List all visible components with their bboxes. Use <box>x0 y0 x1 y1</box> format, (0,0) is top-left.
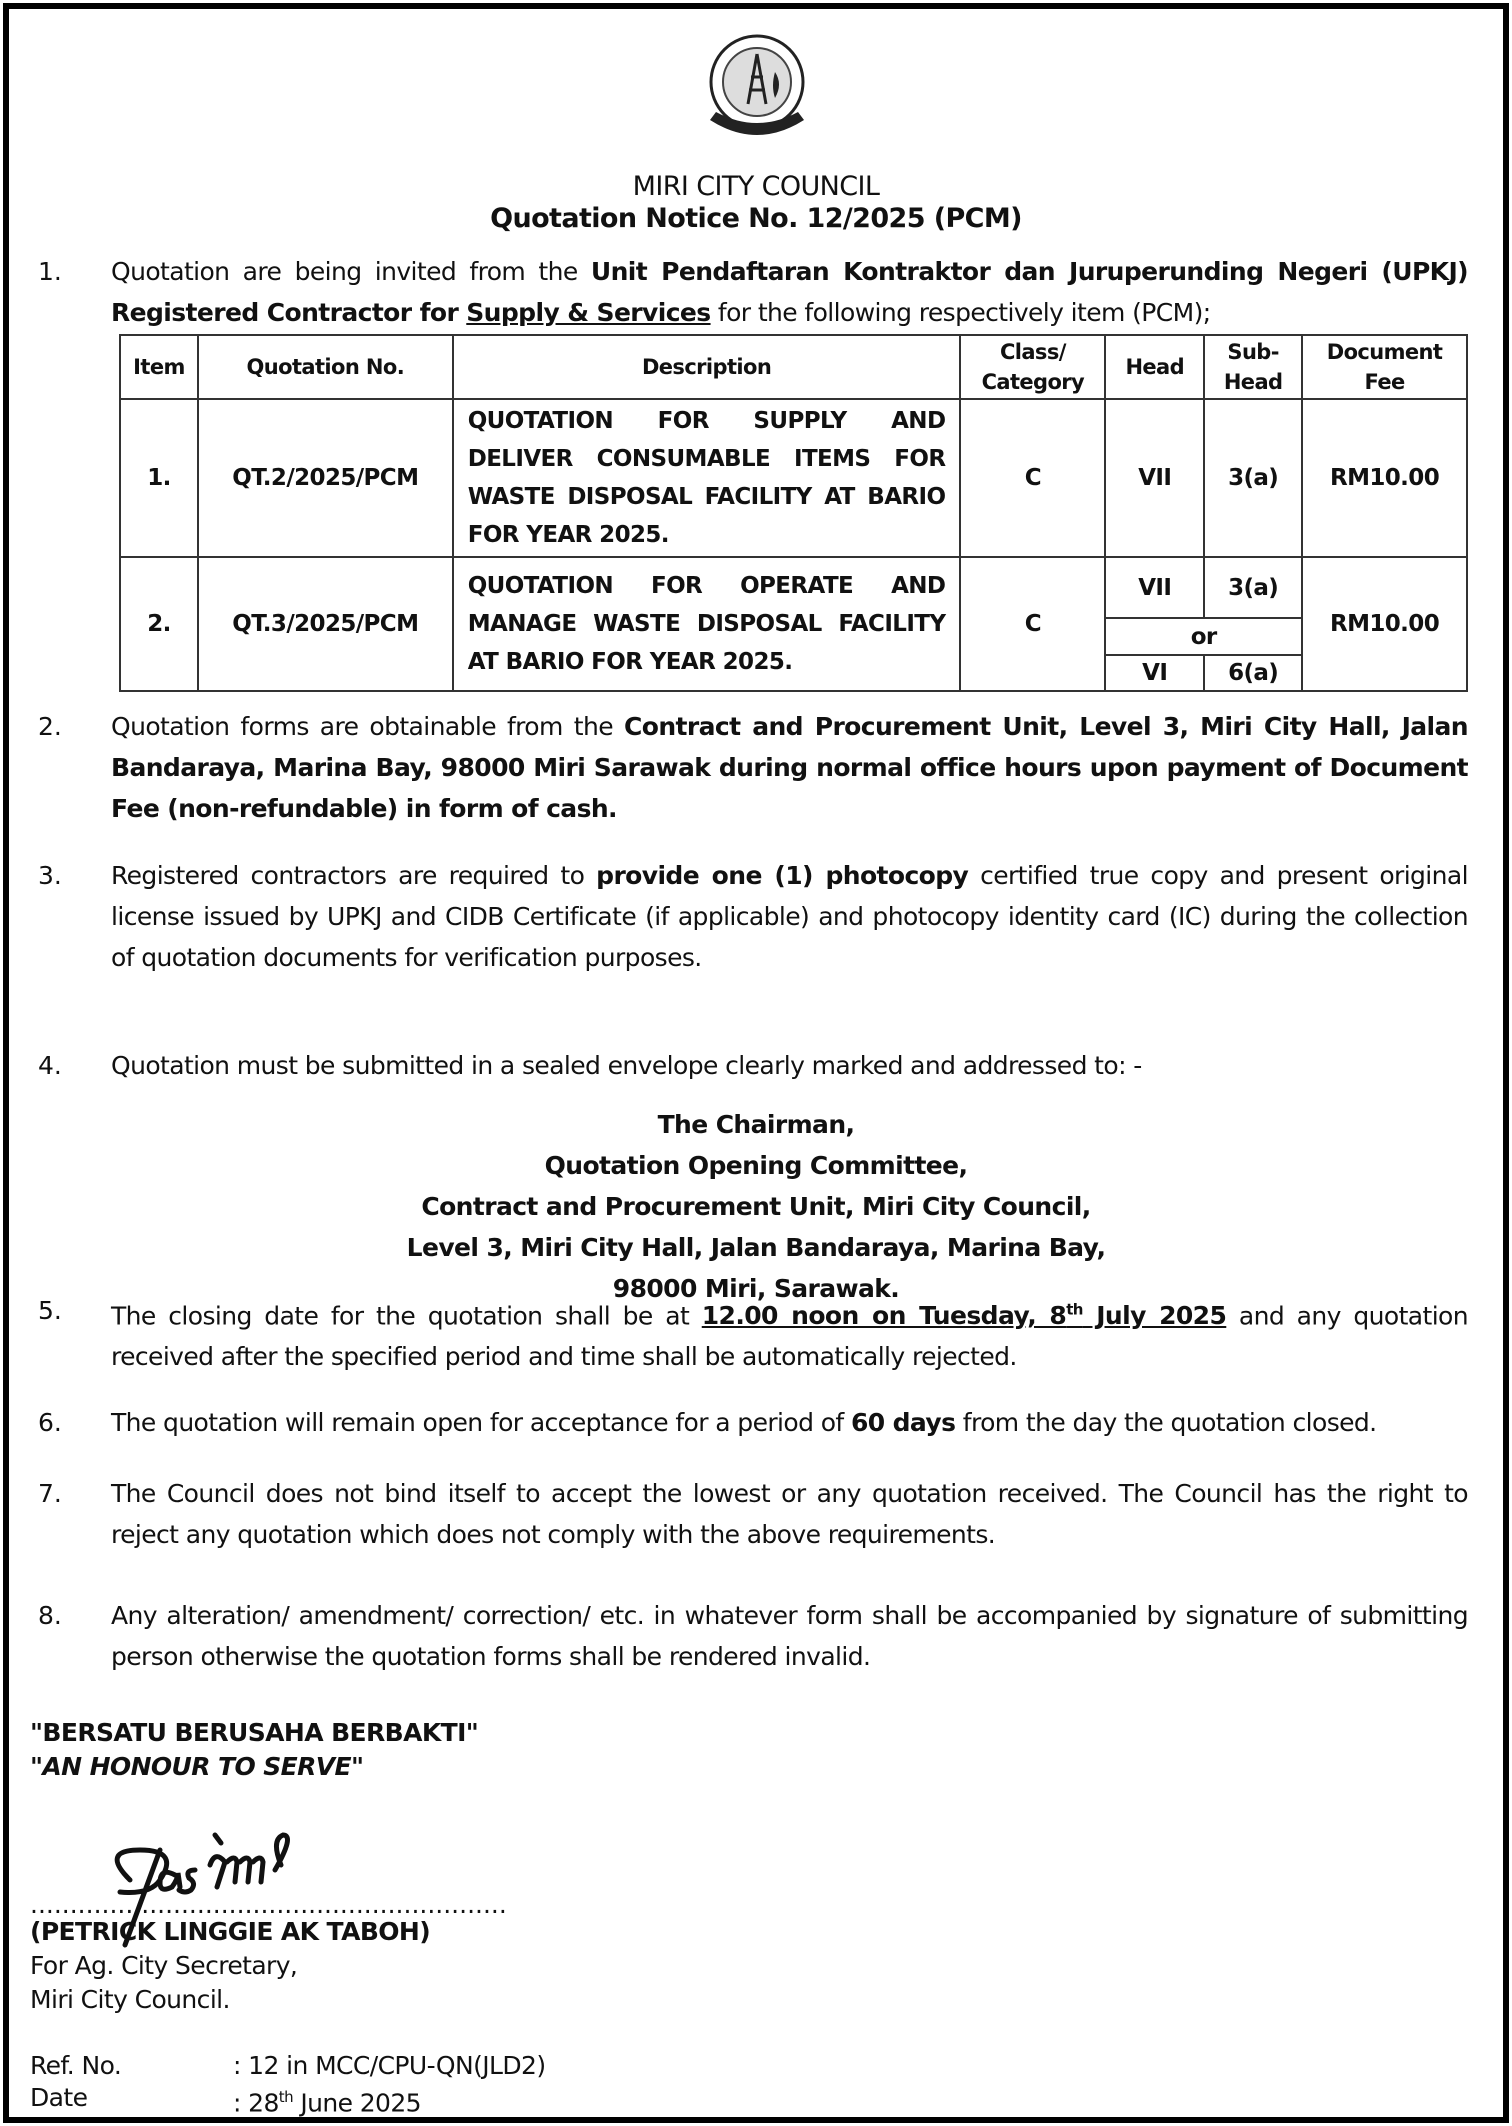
text: for the following respectively item (PCM); <box>710 298 1211 327</box>
council-logo <box>690 32 824 144</box>
paragraph-1 <box>111 251 1468 333</box>
cell-head-alt: VI <box>1105 655 1204 691</box>
address-line: The Chairman, <box>657 1110 855 1139</box>
cell-fee: RM10.00 <box>1302 557 1467 691</box>
cell-quotation-no: QT.2/2025/PCM <box>198 399 453 557</box>
col-fee: Document Fee <box>1302 335 1467 399</box>
cell-or: or <box>1105 618 1302 655</box>
quotation-table <box>119 334 1468 692</box>
notice-title: Quotation Notice No. 12/2025 (PCM) <box>490 203 1022 234</box>
cell-description: QUOTATION FOR OPERATE AND MANAGE WASTE DISPOSAL FACILITY AT BARIO FOR YEAR 2025. <box>453 557 961 691</box>
paragraph-6: The quotation will remain open for acceptance for a period of 60 days from the day the quotation closed. <box>111 1408 1377 1437</box>
col-description: Description <box>453 335 961 399</box>
text-bold: Unit Pendaftaran Kontraktor dan Juruperunding Negeri (UPKJ) Registered Contractor for <box>111 257 1468 327</box>
ref-label: Ref. No. <box>30 2051 122 2080</box>
address-block <box>0 1104 1512 1309</box>
signature-line: ............................................................ <box>30 1890 507 1919</box>
paragraph-7: The Council does not bind itself to accept the lowest or any quotation received. The Council has the right to reject any quotation which does not comply with the above requirements. <box>111 1479 1468 1549</box>
para-number: 7. <box>38 1479 62 1508</box>
cell-fee: RM10.00 <box>1302 399 1467 557</box>
motto-english: "AN HONOUR TO SERVE" <box>30 1752 364 1781</box>
signatory-org: Miri City Council. <box>30 1985 230 2014</box>
signatory-role: For Ag. City Secretary, <box>30 1951 298 1980</box>
org-name: MIRI CITY COUNCIL <box>632 171 880 202</box>
cell-item: 1. <box>120 399 198 557</box>
para-number: 4. <box>38 1051 62 1080</box>
para-number: 6. <box>38 1408 62 1437</box>
text: Quotation are being invited from the <box>111 257 591 286</box>
para-number: 2. <box>38 712 62 741</box>
para-number: 5. <box>38 1296 62 1325</box>
address-line: 98000 Miri, Sarawak. <box>612 1274 900 1303</box>
table-header-row <box>120 335 1467 399</box>
cell-subhead-alt: 6(a) <box>1204 655 1302 691</box>
col-item: Item <box>120 335 198 399</box>
col-subhead: Sub- Head <box>1204 335 1302 399</box>
table-row <box>120 557 1467 618</box>
cell-quotation-no: QT.3/2025/PCM <box>198 557 453 691</box>
para-number: 3. <box>38 861 62 890</box>
col-quotation-no: Quotation No. <box>198 335 453 399</box>
col-class: Class/ Category <box>960 335 1105 399</box>
cell-class: C <box>960 399 1105 557</box>
paragraph-2: Quotation forms are obtainable from the Contract and Procurement Unit, Level 3, Miri City Hall, Jalan Bandaraya, Marina Bay, 98000 Miri Sarawak during normal office hours upon payment of Document Fee (non-refundable) in form of cash. <box>111 712 1468 823</box>
table-row <box>120 399 1467 557</box>
paragraph-5: The closing date for the quotation shall be at 12.00 noon on Tuesday, 8th July 2025 and any quotation received after the specified period and time shall be automatically rejected. <box>111 1301 1468 1372</box>
text-bold-underline: Supply & Services <box>466 298 711 327</box>
col-head: Head <box>1105 335 1204 399</box>
paragraph-4: Quotation must be submitted in a sealed envelope clearly marked and addressed to: - <box>111 1051 1142 1080</box>
cell-subhead: 3(a) <box>1204 399 1302 557</box>
ref-value: : 12 in MCC/CPU-QN(JLD2) <box>233 2051 546 2080</box>
address-line: Contract and Procurement Unit, Miri City Council, <box>421 1192 1091 1221</box>
paragraph-3: Registered contractors are required to provide one (1) photocopy certified true copy and present original license issued by UPKJ and CIDB Certificate (if applicable) and photocopy identity card (IC) during the collection of quotation documents for verification purposes. <box>111 861 1468 972</box>
cell-head: VII <box>1105 399 1204 557</box>
para-number: 8. <box>38 1601 62 1630</box>
paragraph-8: Any alteration/ amendment/ correction/ etc. in whatever form shall be accompanied by signature of submitting person otherwise the quotation forms shall be rendered invalid. <box>111 1601 1468 1671</box>
date-label: Date <box>30 2083 88 2112</box>
para-number: 1. <box>38 257 62 286</box>
address-line: Quotation Opening Committee, <box>544 1151 968 1180</box>
date-value: : 28th June 2025 <box>233 2088 421 2118</box>
motto-malay: "BERSATU BERUSAHA BERBAKTI" <box>30 1718 479 1747</box>
signatory-name: (PETRICK LINGGIE AK TABOH) <box>30 1917 431 1946</box>
cell-class: C <box>960 557 1105 691</box>
cell-subhead: 3(a) <box>1204 557 1302 618</box>
address-line: Level 3, Miri City Hall, Jalan Bandaraya, Marina Bay, <box>406 1233 1106 1262</box>
cell-item: 2. <box>120 557 198 691</box>
cell-description: QUOTATION FOR SUPPLY AND DELIVER CONSUMABLE ITEMS FOR WASTE DISPOSAL FACILITY AT BARIO FOR YEAR 2025. <box>453 399 961 557</box>
cell-head: VII <box>1105 557 1204 618</box>
